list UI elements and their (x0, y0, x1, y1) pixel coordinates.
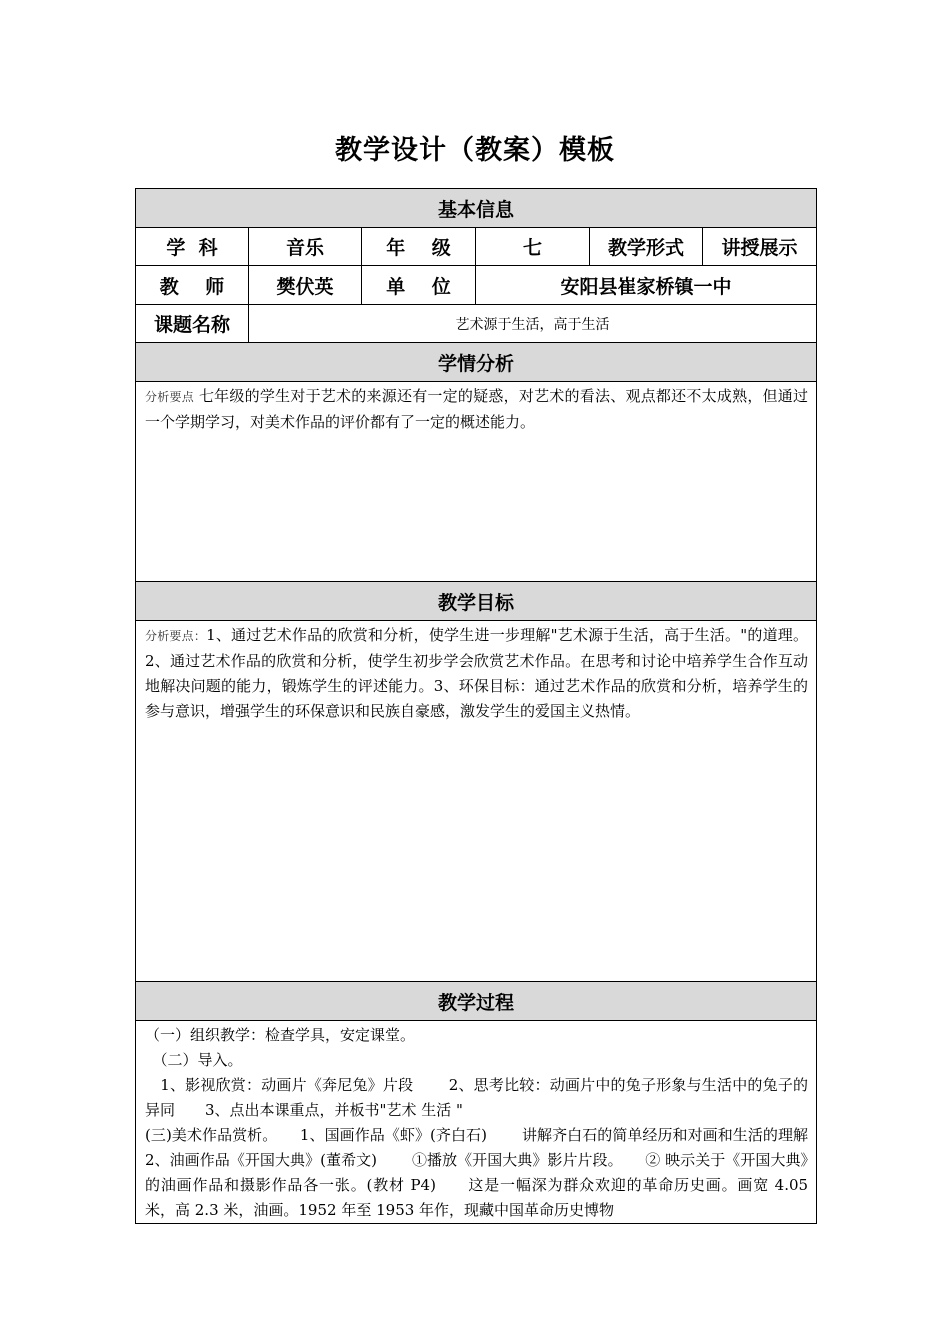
analysis-text: 七年级的学生对于艺术的来源还有一定的疑惑，对艺术的看法、观点都还不太成熟，但通过一个学期学习，对美术作品的评价都有了一定的概述能力。 (145, 387, 809, 431)
grade-value: 七 (476, 228, 590, 266)
teacher-label: 教 师 (136, 266, 249, 305)
unit-value: 安阳县崔家桥镇一中 (476, 266, 817, 305)
teaching-form-value: 讲授展示 (703, 228, 817, 266)
analysis-content (136, 382, 817, 582)
topic-value: 艺术源于生活，高于生活 (249, 305, 817, 343)
subject-label: 学 科 (136, 228, 249, 266)
teacher-value: 樊伏英 (249, 266, 362, 305)
process-line: (三)美术作品赏析。 1、国画作品《虾》(齐白石) 讲解齐白石的简单经历和对画和生活的理解 2、油画作品《开国大典》(董希文) ①播放《开国大典》影片片段。 ② 映示关于《开国大典》的油画作品和摄影作品各一张。(教材 P4) 这是一幅深为群众欢迎的革命历史画。画宽 4.05 米，高 2.3 米，油画。1952 年至 1953 年作，现藏中国革命历史博物 (145, 1126, 824, 1219)
process-line: （一）组织教学：检查学具，安定课堂。 (145, 1026, 416, 1044)
subject-value: 音乐 (249, 228, 362, 266)
process-heading: 教学过程 (136, 982, 817, 1021)
basic-info-heading: 基本信息 (136, 189, 817, 228)
objectives-heading: 教学目标 (136, 582, 817, 621)
teaching-form-label: 教学形式 (590, 228, 703, 266)
document-title: 教学设计（教案）模板 (335, 135, 615, 166)
process-line: （二）导入。 (145, 1051, 243, 1069)
process-content (136, 1021, 824, 1224)
process-line: 1、影视欣赏：动画片《奔尼兔》片段 2、思考比较：动画片中的兔子形象与生活中的兔子的异同 3、点出本课重点，并板书"艺术 生活 " (145, 1076, 809, 1119)
lesson-plan-table (135, 188, 824, 1224)
analysis-heading: 学情分析 (136, 343, 817, 382)
objectives-content (136, 621, 817, 982)
topic-label: 课题名称 (136, 305, 249, 343)
analysis-tag: 分析要点 (145, 390, 194, 404)
objectives-text: 1、通过艺术作品的欣赏和分析，使学生进一步理解"艺术源于生活，高于生活。"的道理。2、通过艺术作品的欣赏和分析，使学生初步学会欣赏艺术作品。在思考和讨论中培养学生合作互动地解决问题的能力，锻炼学生的评述能力。3、环保目标：通过艺术作品的欣赏和分析，培养学生的参与意识，增强学生的环保意识和民族自豪感，激发学生的爱国主义热情。 (145, 626, 809, 720)
unit-label: 单 位 (362, 266, 476, 305)
grade-label: 年 级 (362, 228, 476, 266)
objectives-tag: 分析要点： (145, 629, 207, 643)
